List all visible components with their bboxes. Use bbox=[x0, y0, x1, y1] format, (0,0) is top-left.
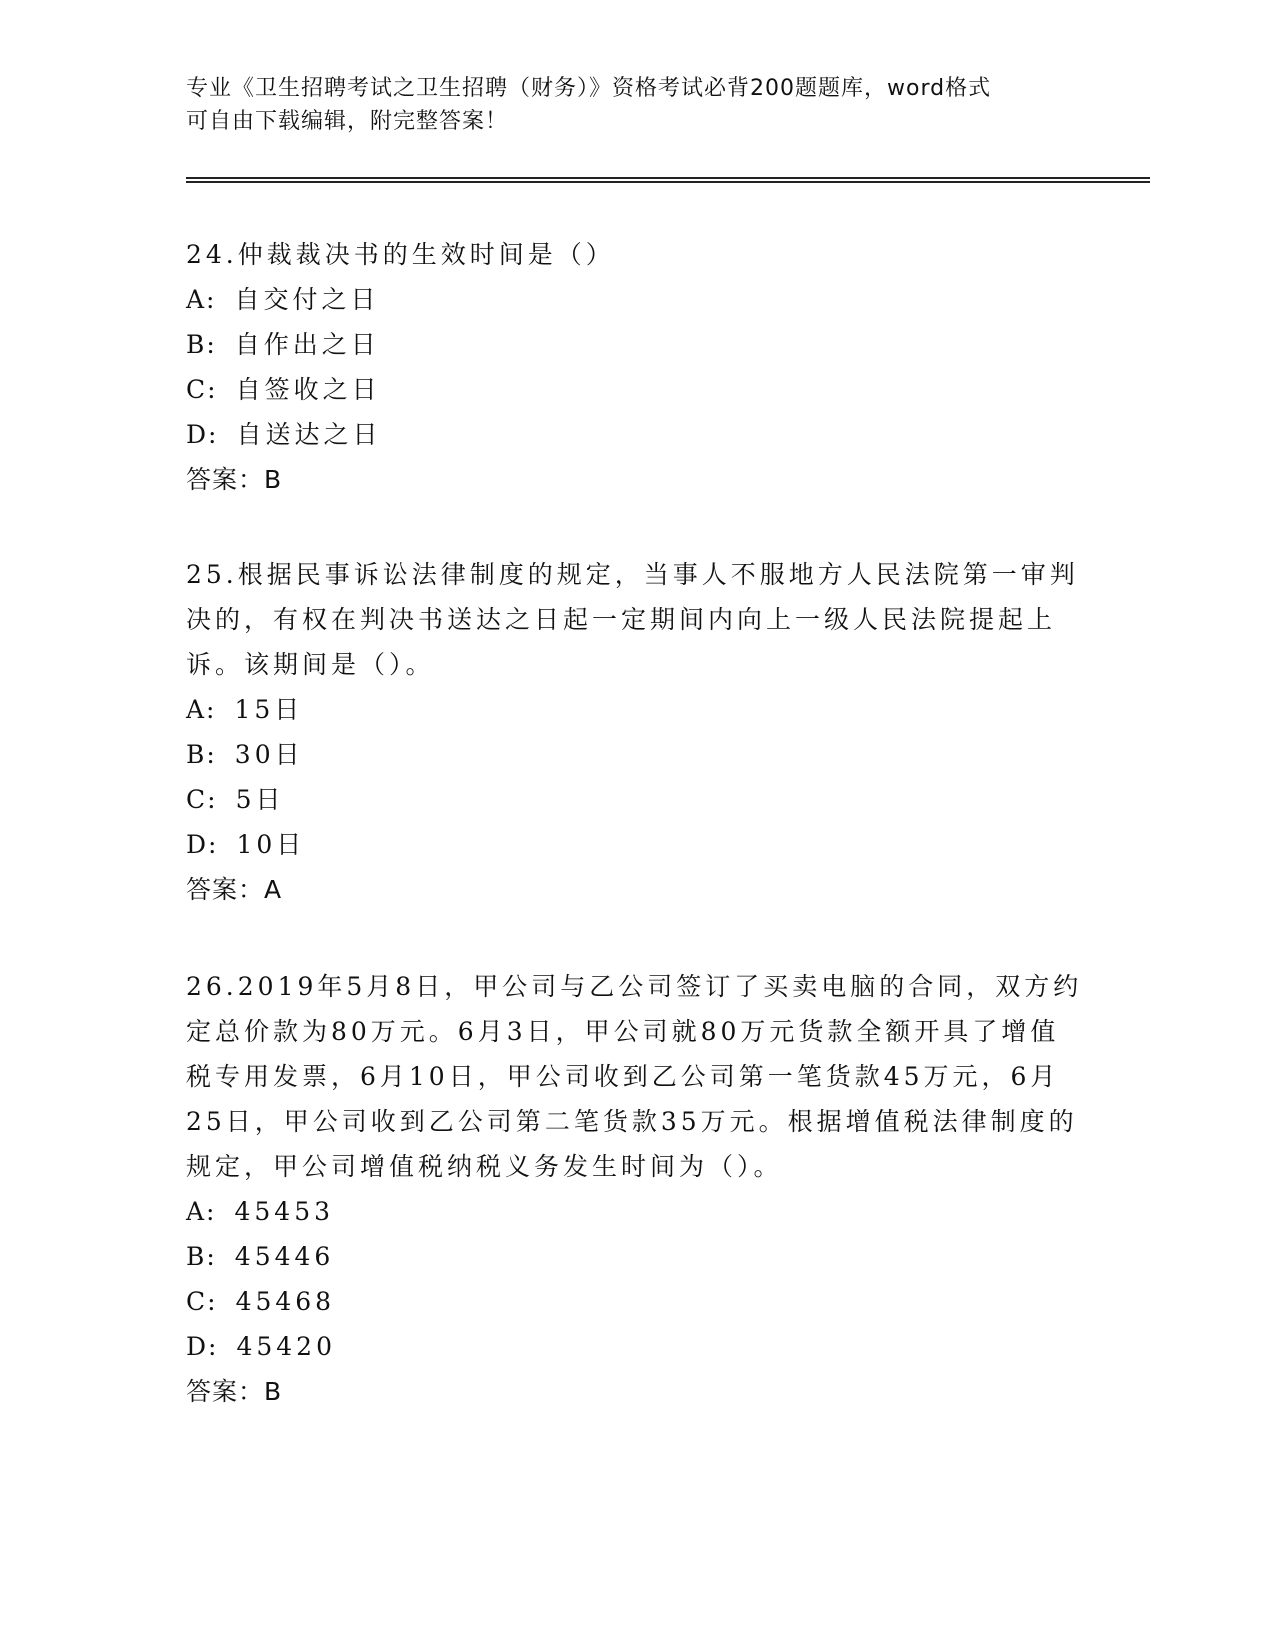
answer-line: 答案：A bbox=[186, 875, 283, 904]
question-text: 25.根据民事诉讼法律制度的规定，当事人不服地方人民法院第一审判决的，有权在判决书送达之日起一定期间内向上一级人民法院提起上诉。该期间是（）。 bbox=[186, 560, 1079, 679]
option-text: 自送达之日 bbox=[236, 420, 382, 449]
option-text: 45468 bbox=[235, 1287, 336, 1316]
option-a bbox=[186, 277, 1086, 322]
header-divider-top bbox=[186, 177, 1150, 179]
option-label: B: bbox=[186, 1242, 217, 1271]
option-text: 自签收之日 bbox=[235, 375, 381, 404]
option-a bbox=[186, 687, 1086, 732]
option-label: D: bbox=[186, 1332, 219, 1361]
answer-line: 答案：B bbox=[186, 465, 283, 494]
option-text: 自作出之日 bbox=[234, 330, 380, 359]
option-label: A: bbox=[186, 695, 217, 724]
option-text: 10日 bbox=[236, 830, 306, 859]
option-label: A: bbox=[186, 285, 217, 314]
question-text: 26.2019年5月8日，甲公司与乙公司签订了买卖电脑的合同，双方约定总价款为80万元。6月3日，甲公司就80万元货款全额开具了增值税专用发票，6月10日，甲公司收到乙公司第一笔货款45万元，6月25日，甲公司收到乙公司第二笔货款35万元。根据增值税法律制度的规定，甲公司增值税纳税义务发生时间为（）。 bbox=[186, 972, 1083, 1181]
question-25 bbox=[186, 552, 1086, 912]
option-d bbox=[186, 1324, 1086, 1369]
question-26 bbox=[186, 964, 1086, 1414]
option-text: 45446 bbox=[234, 1242, 335, 1271]
option-text: 15日 bbox=[234, 695, 304, 724]
option-label: A: bbox=[186, 1197, 217, 1226]
header-divider-bottom bbox=[186, 181, 1150, 183]
option-label: D: bbox=[186, 420, 219, 449]
option-b bbox=[186, 732, 1086, 777]
option-label: B: bbox=[186, 740, 217, 769]
option-d bbox=[186, 822, 1086, 867]
option-d bbox=[186, 412, 1086, 457]
option-b bbox=[186, 1234, 1086, 1279]
option-text: 30日 bbox=[234, 740, 304, 769]
question-24 bbox=[186, 232, 1086, 502]
answer-line: 答案：B bbox=[186, 1377, 283, 1406]
option-text: 5日 bbox=[235, 785, 285, 814]
question-text: 24.仲裁裁决书的生效时间是（） bbox=[186, 240, 615, 269]
document-header bbox=[186, 72, 1086, 138]
option-b bbox=[186, 322, 1086, 367]
option-text: 45453 bbox=[234, 1197, 335, 1226]
option-text: 自交付之日 bbox=[234, 285, 380, 314]
option-c bbox=[186, 1279, 1086, 1324]
option-a bbox=[186, 1189, 1086, 1234]
option-label: C: bbox=[186, 785, 218, 814]
option-label: D: bbox=[186, 830, 219, 859]
option-c bbox=[186, 367, 1086, 412]
header-line-1: 专业《卫生招聘考试之卫生招聘（财务）》资格考试必背200题题库，word格式 bbox=[186, 76, 992, 101]
option-label: C: bbox=[186, 375, 218, 404]
option-label: C: bbox=[186, 1287, 218, 1316]
option-text: 45420 bbox=[236, 1332, 336, 1361]
header-line-2: 可自由下载编辑，附完整答案！ bbox=[186, 109, 509, 134]
option-c bbox=[186, 777, 1086, 822]
option-label: B: bbox=[186, 330, 217, 359]
